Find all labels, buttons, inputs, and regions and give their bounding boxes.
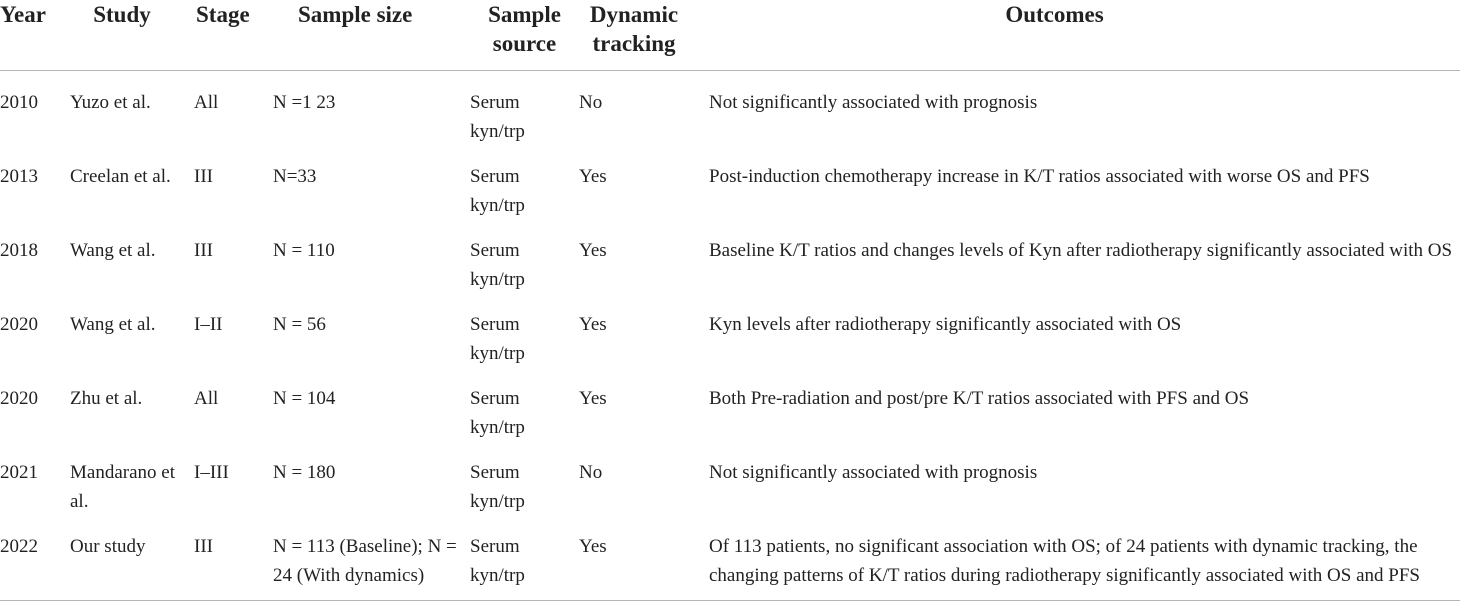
cell-study: Zhu et al. xyxy=(70,388,143,409)
cell-study: Wang et al. xyxy=(70,314,156,335)
cell-sample-source: Serum kyn/trp xyxy=(470,92,525,142)
header-sample-source: Sample source xyxy=(470,0,579,71)
header-stage: Stage xyxy=(194,0,271,71)
cell-dynamic-tracking: No xyxy=(579,462,603,483)
cell-study: Mandarano et al. xyxy=(70,462,175,512)
cell-study: Creelan et al. xyxy=(70,166,171,187)
cell-dynamic-tracking: Yes xyxy=(579,516,709,601)
cell-dynamic-tracking: No xyxy=(579,92,603,113)
header-row xyxy=(0,0,1460,71)
cell-outcomes: Baseline K/T ratios and changes levels of Kyn after radiotherapy significantly associated with OS xyxy=(709,240,1453,261)
table-row xyxy=(0,442,1460,516)
cell-year: 2020 xyxy=(0,314,38,335)
cell-outcomes: Both Pre-radiation and post/pre K/T ratios associated with PFS and OS xyxy=(709,388,1250,409)
cell-sample-size: N = 180 xyxy=(273,462,336,483)
cell-outcomes: Not significantly associated with prognosis xyxy=(709,462,1038,483)
cell-year: 2020 xyxy=(0,388,38,409)
cell-year: 2010 xyxy=(0,92,38,113)
cell-outcomes: Kyn levels after radiotherapy significantly associated with OS xyxy=(709,314,1182,335)
table-row xyxy=(0,220,1460,294)
cell-stage: III xyxy=(194,516,271,601)
cell-stage: All xyxy=(194,388,219,409)
cell-stage: III xyxy=(194,166,213,187)
table-row xyxy=(0,516,1460,601)
cell-dynamic-tracking: Yes xyxy=(579,314,607,335)
cell-outcomes: Not significantly associated with prognosis xyxy=(709,92,1038,113)
header-outcomes: Outcomes xyxy=(709,0,1460,71)
cell-stage: I–II xyxy=(194,314,223,335)
cell-dynamic-tracking: Yes xyxy=(579,166,607,187)
cell-stage: All xyxy=(194,92,219,113)
cell-year: 2013 xyxy=(0,166,38,187)
cell-sample-source: Serum kyn/trp xyxy=(470,240,525,290)
cell-year: 2018 xyxy=(0,240,38,261)
cell-study: Yuzo et al. xyxy=(70,92,151,113)
cell-sample-size: N = 113 (Baseline); N = 24 (With dynamics) xyxy=(271,516,470,601)
cell-outcomes: Post-induction chemotherapy increase in K/T ratios associated with worse OS and PFS xyxy=(709,166,1370,187)
table-header xyxy=(0,0,1460,71)
table-row xyxy=(0,146,1460,220)
cell-sample-size: N = 56 xyxy=(273,314,326,335)
cell-dynamic-tracking: Yes xyxy=(579,388,607,409)
table-row xyxy=(0,368,1460,442)
cell-sample-source: Serum kyn/trp xyxy=(470,166,525,216)
table-row xyxy=(0,71,1460,147)
cell-study: Our study xyxy=(70,516,194,601)
cell-sample-source: Serum kyn/trp xyxy=(470,314,525,364)
cell-stage: I–III xyxy=(194,462,229,483)
cell-sample-source: Serum kyn/trp xyxy=(470,516,579,601)
cell-outcomes: Of 113 patients, no significant association with OS; of 24 patients with dynamic tracking, the changing patterns of K/T ratios during radiotherapy significantly associated with OS and PFS xyxy=(709,516,1460,601)
cell-year: 2022 xyxy=(0,516,70,601)
cell-sample-source: Serum kyn/trp xyxy=(470,388,525,438)
cell-sample-size: N=33 xyxy=(273,166,317,187)
cell-study: Wang et al. xyxy=(70,240,156,261)
cell-sample-source: Serum kyn/trp xyxy=(470,462,525,512)
header-study: Study xyxy=(70,0,194,71)
cell-stage: III xyxy=(194,240,213,261)
header-year: Year xyxy=(0,0,70,71)
header-sample-size: Sample size xyxy=(271,0,470,71)
cell-dynamic-tracking: Yes xyxy=(579,240,607,261)
header-dynamic-tracking: Dynamic tracking xyxy=(579,0,709,71)
cell-year: 2021 xyxy=(0,462,38,483)
table-row xyxy=(0,294,1460,368)
table-body xyxy=(0,71,1460,601)
cell-sample-size: N =1 23 xyxy=(273,92,336,113)
cell-sample-size: N = 110 xyxy=(273,240,335,261)
cell-sample-size: N = 104 xyxy=(273,388,336,409)
